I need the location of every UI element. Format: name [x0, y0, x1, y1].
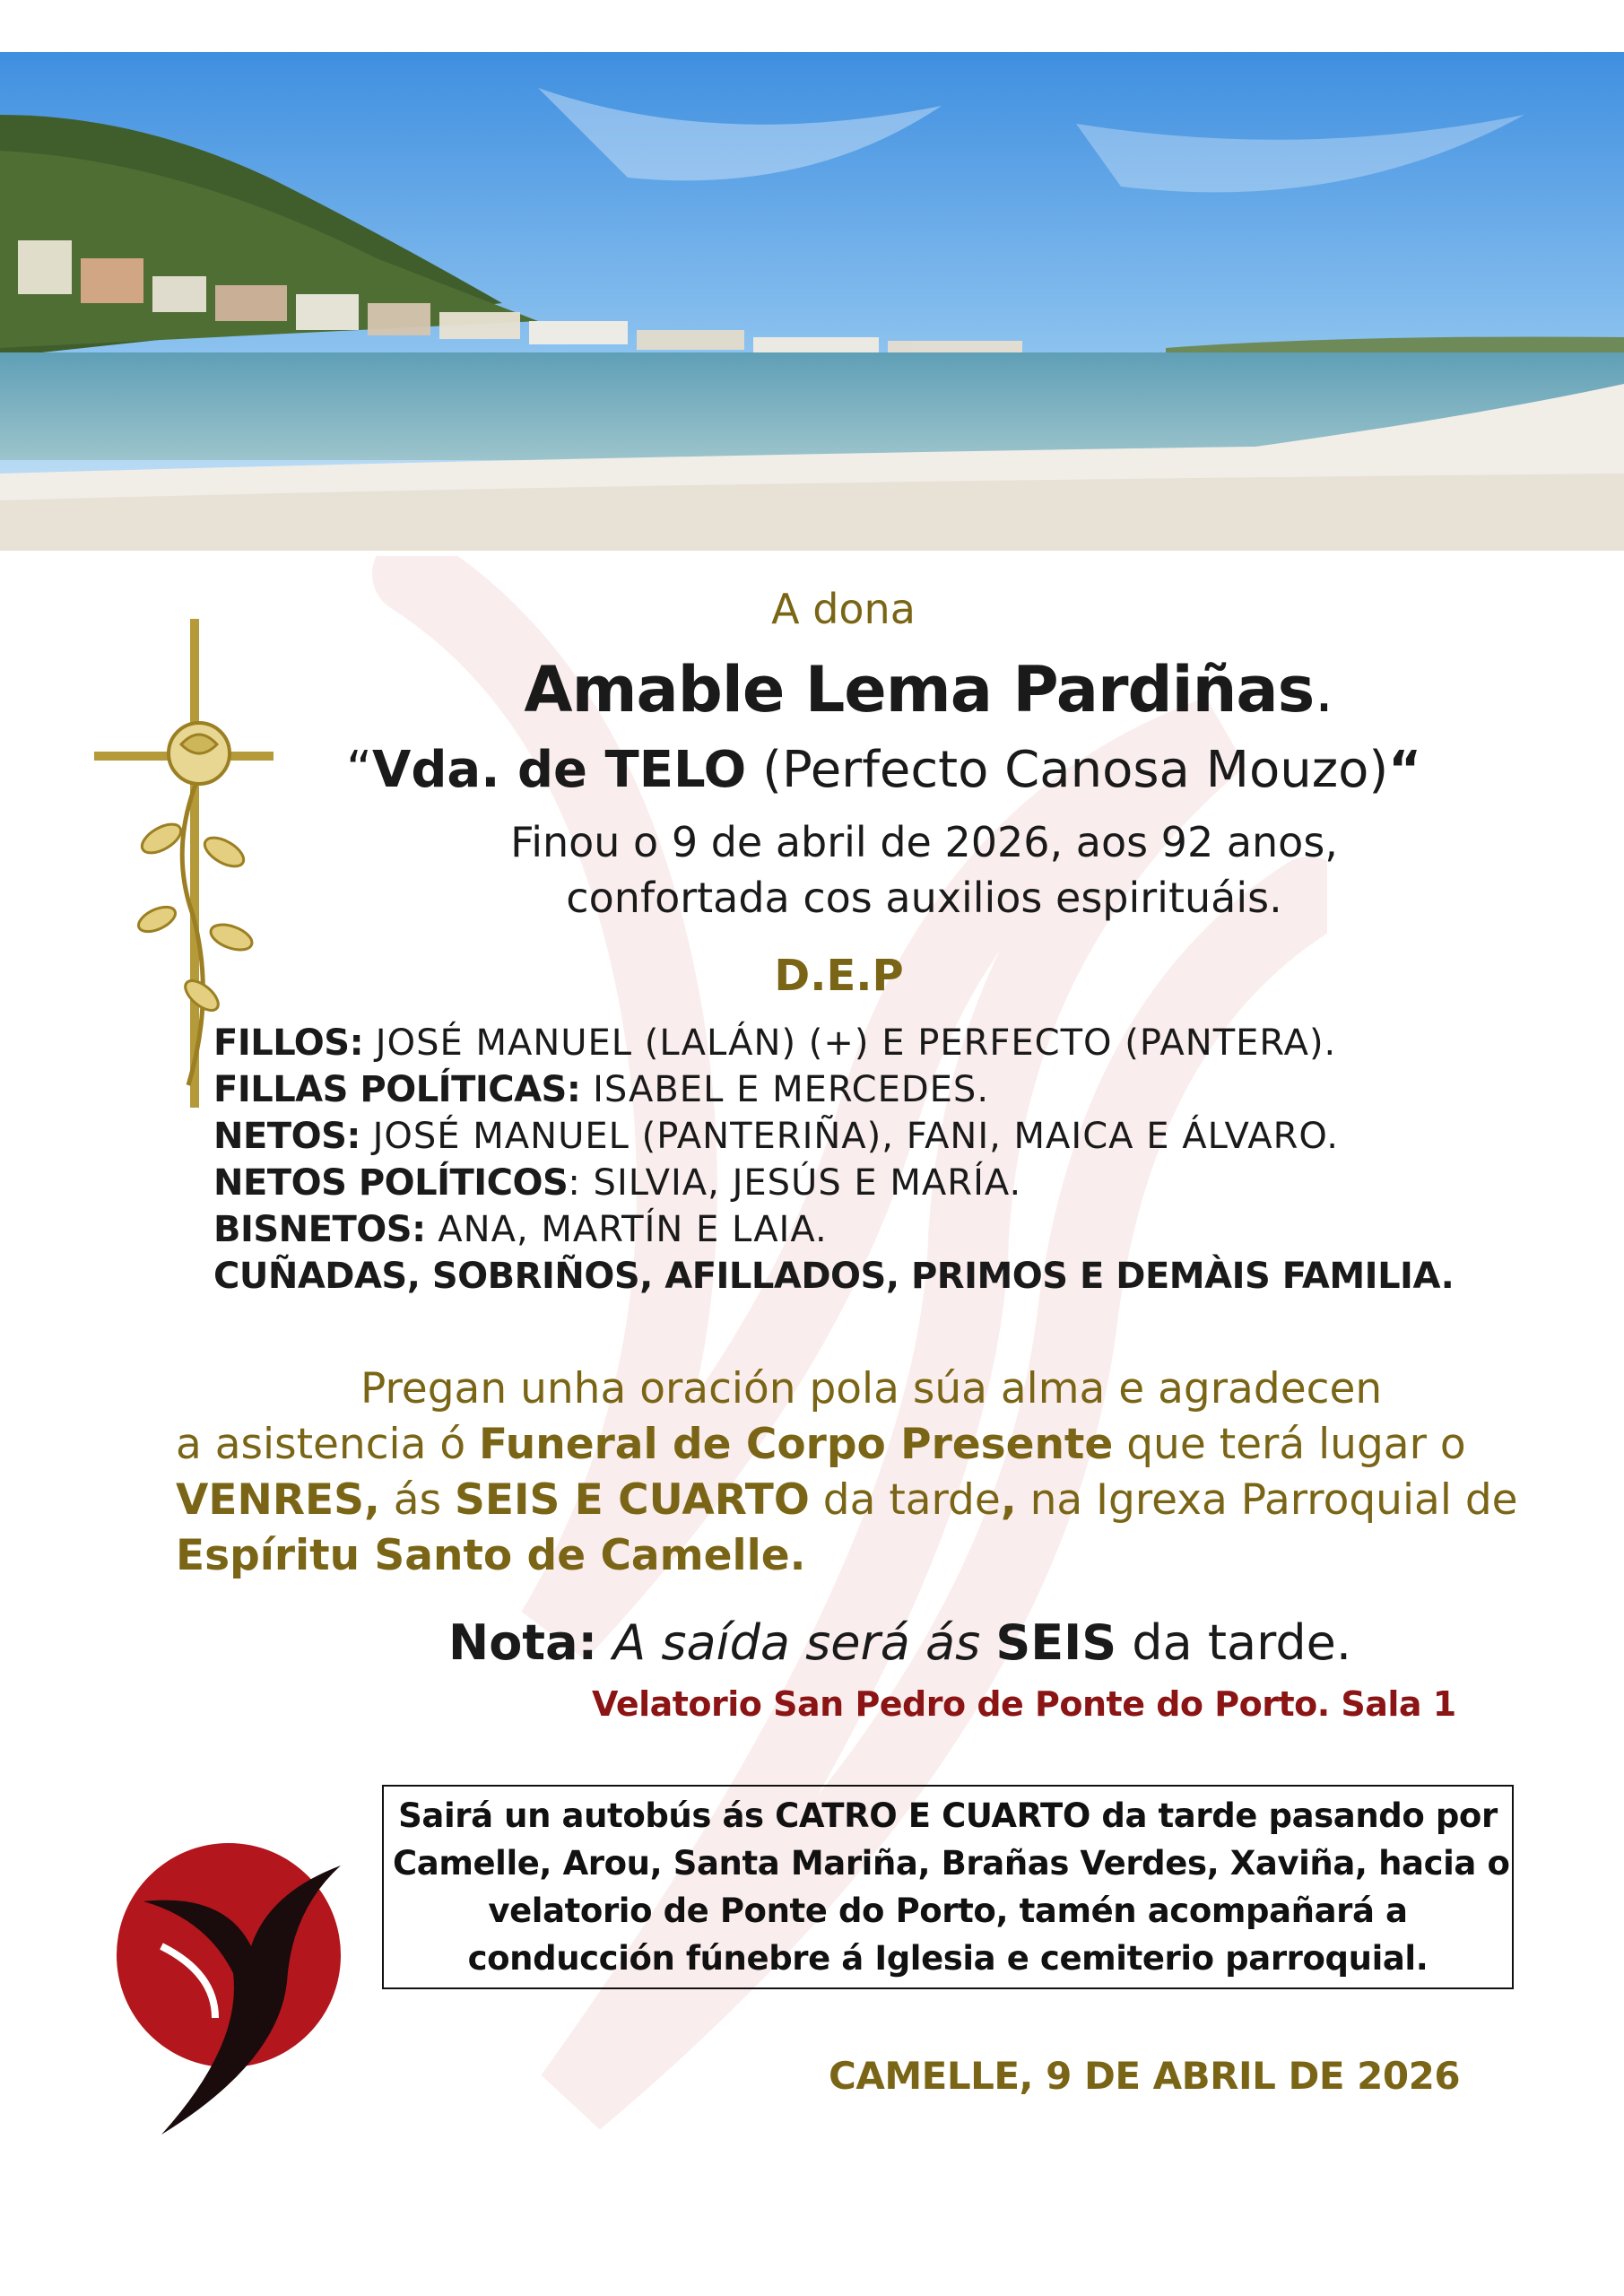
family-list	[213, 1020, 1454, 1300]
family-row	[213, 1160, 1454, 1206]
nota-text: A saída será ás	[597, 1614, 996, 1671]
nota-text-end: da tarde.	[1116, 1614, 1352, 1671]
velatorio-text: Velatorio San Pedro de Ponte do Porto. Sala 1	[592, 1684, 1456, 1724]
comfort-line: confortada cos auxilios espirituáis.	[566, 874, 1282, 922]
family-value: JOSÉ MANUEL (LALÁN) (+) E PERFECTO (PANTERA).	[363, 1022, 1337, 1064]
family-value: JOSÉ MANUEL (PANTERIÑA), FANI, MAICA E ÁLVARO.	[360, 1116, 1340, 1157]
family-label: BISNETOS:	[213, 1209, 426, 1250]
place-date: CAMELLE, 9 DE ABRIL DE 2026	[829, 2054, 1461, 2098]
bus-line: conducción fúnebre á Iglesia e cemiterio parroquial.	[467, 1939, 1429, 1978]
deceased-name	[0, 653, 1624, 726]
funeral-type: Funeral de Corpo Presente	[479, 1420, 1114, 1469]
prayer-line-1: Pregan unha oración pola súa alma e agradecen	[360, 1364, 1383, 1413]
funeral-home-logo-icon	[108, 1839, 341, 2144]
close-quote: “	[1388, 741, 1422, 799]
family-label: CUÑADAS, SOBRIÑOS, AFILLADOS, PRIMOS E DEMÀIS FAMILIA.	[213, 1256, 1455, 1297]
family-label: NETOS:	[213, 1116, 360, 1157]
family-row	[213, 1253, 1454, 1300]
family-label: NETOS POLÍTICOS	[213, 1162, 569, 1204]
bus-notice-box	[382, 1785, 1514, 1989]
family-label: FILLOS:	[213, 1022, 364, 1064]
nota-label: Nota:	[448, 1614, 598, 1671]
bus-line: velatorio de Ponte do Porto, tamén acompañará a	[488, 1892, 1408, 1930]
widow-line	[0, 741, 1624, 799]
prayer-text: na Igrexa Parroquial de	[1016, 1475, 1518, 1525]
funeral-time: SEIS E CUARTO	[455, 1475, 810, 1525]
funeral-location: Espíritu Santo de Camelle.	[176, 1531, 806, 1580]
prayer-line-3	[176, 1473, 1518, 1528]
family-value: ANA, MARTÍN E LAIA.	[425, 1209, 828, 1250]
open-quote: “	[345, 741, 372, 799]
bus-line: Camelle, Arou, Santa Mariña, Brañas Verdes, Xaviña, hacia o	[393, 1844, 1510, 1883]
deceased-name-text: Amable Lema Pardiñas	[524, 653, 1315, 726]
death-line: Finou o 9 de abril de 2026, aos 92 anos,	[510, 818, 1338, 866]
family-row	[213, 1020, 1454, 1066]
family-value: ISABEL E MERCEDES.	[580, 1069, 990, 1110]
funeral-day: VENRES,	[176, 1475, 380, 1525]
deceased-name-dot: .	[1314, 653, 1333, 726]
family-label: FILLAS POLÍTICAS:	[213, 1069, 581, 1110]
nota-time: SEIS	[995, 1614, 1117, 1671]
family-value: : SILVIA, JESÚS E MARÍA.	[568, 1162, 1022, 1204]
family-row	[213, 1066, 1454, 1113]
nota-line	[448, 1614, 1351, 1671]
header-beach-photo	[0, 52, 1624, 551]
prayer-text: que terá lugar o	[1113, 1420, 1466, 1469]
widow-label: Vda. de TELO	[371, 741, 747, 799]
family-row	[213, 1206, 1454, 1253]
prayer-text: a asistencia ó	[176, 1420, 480, 1469]
prayer-comma: ,	[1000, 1475, 1017, 1525]
spouse-name: (Perfecto Canosa Mouzo)	[762, 741, 1389, 799]
prayer-text: da tarde	[809, 1475, 1001, 1525]
family-row	[213, 1113, 1454, 1160]
prayer-text: ás	[379, 1475, 455, 1525]
prayer-line-2	[176, 1417, 1485, 1473]
bus-line: Sairá un autobús ás CATRO E CUARTO da tarde pasando por	[398, 1796, 1498, 1835]
prayer-paragraph	[176, 1361, 1518, 1584]
intro-text: A dona	[771, 585, 916, 633]
dep-text: D.E.P	[774, 951, 904, 1001]
